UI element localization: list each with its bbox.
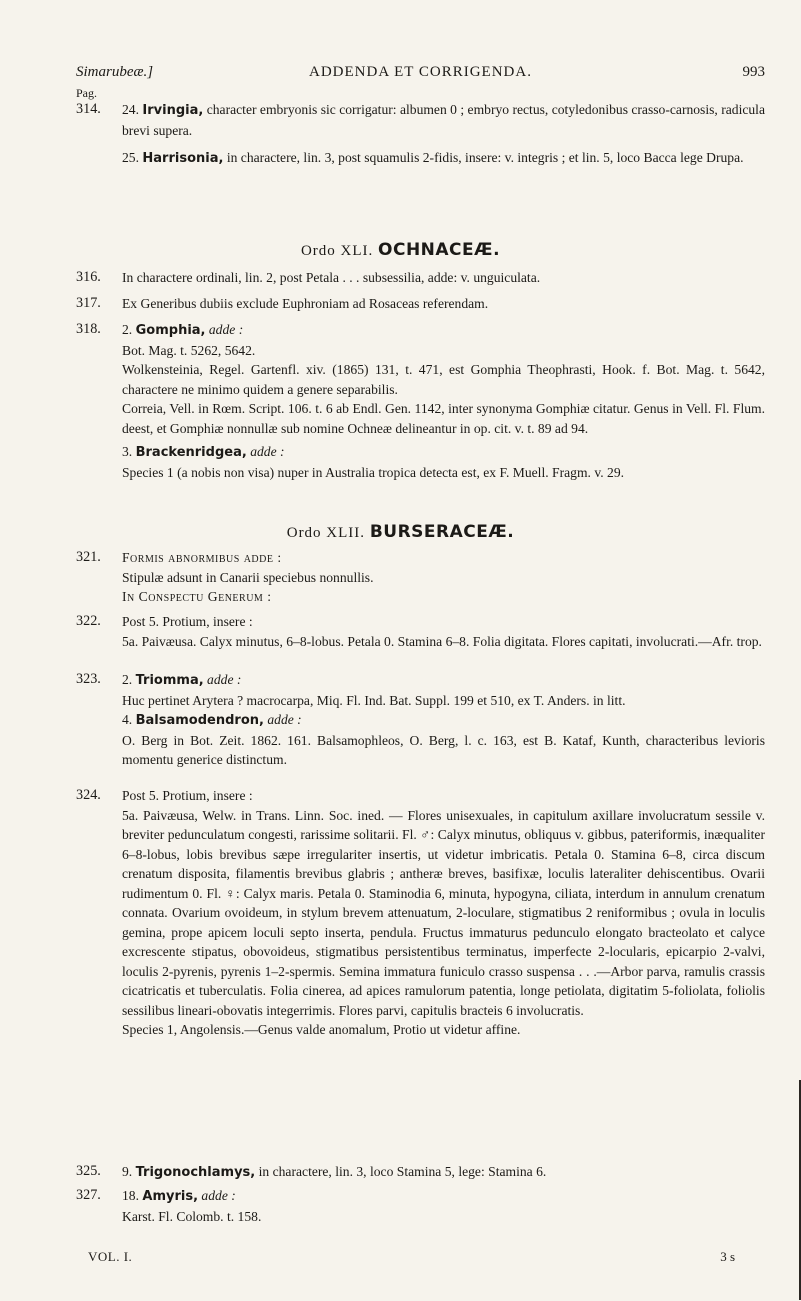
entry-number: 324. — [76, 787, 101, 803]
entry-number: 318. — [76, 321, 101, 337]
header-title: ADDENDA ET CORRIGENDA. — [309, 64, 532, 80]
entry-title: Formis abnormibus adde : — [122, 550, 282, 565]
entry-text: Stipulæ adsunt in Canarii speciebus nonnullis. — [122, 569, 374, 585]
volume-label: VOL. I. — [88, 1249, 133, 1264]
item-number: 9. — [122, 1164, 133, 1179]
entry-text: in charactere, lin. 3, post squamulis 2-fidis, insere: v. integris ; et lin. 5, loco Bacca lege Drupa. — [223, 150, 744, 165]
genus-name: Irvingia, — [142, 103, 204, 118]
entry-322 — [76, 612, 765, 651]
entry-text: In charactere ordinali, lin. 2, post Petala . . . subsessilia, adde: v. unguiculata. — [122, 270, 541, 285]
note-correia: Correia, Vell. in Rœm. Script. 106. t. 6 ab Endl. Gen. 1142, inter synonyma Gomphiæ citatur. Genus in Vell. Fl. Flum. deest, et Gomphiæ nonnullæ sub nomine Ochneæ delineantur in op. cit. v. t. 89 ad 94. — [122, 401, 765, 436]
entry-325 — [76, 1162, 765, 1183]
item-number: 4. — [122, 712, 133, 727]
entry-text: character embryonis sic corrigatur: albumen 0 ; embryo rectus, cotyledonibus crasso-carnosis, radicula brevi supera. — [122, 102, 765, 138]
order-name: OCHNACEÆ. — [378, 240, 501, 260]
signature-mark: 3 s — [720, 1249, 735, 1264]
order-heading-41 — [0, 240, 801, 260]
entry-number: 314. — [76, 101, 101, 117]
entry-text: 5a. Paivæusa. Calyx minutus, 6–8-lobus. Petala 0. Stamina 6–8. Folia digitata. Flores capitati, involucrati.—Afr. trop. — [122, 633, 762, 649]
entry-text: Species 1, Angolensis.—Genus valde anomalum, Protio ut videtur affine. — [122, 1022, 521, 1037]
item-number: 3. — [122, 444, 133, 459]
entry-324 — [76, 786, 765, 1040]
entry-323 — [76, 670, 765, 770]
running-header — [76, 64, 765, 84]
adde-label: adde : — [246, 444, 285, 459]
entry-316 — [76, 268, 765, 288]
genus-description: 5a. Paivæusa, Welw. in Trans. Linn. Soc. ined. — Flores unisexuales, in capitulum axillare involucratum sessile v. breviter pedunculatum congesti, rarissime solitarii. Fl. ♂: Calyx minutus, obliquus v. gibbus, pateriformis, inæqualiter 6–8-lobus, lobis brevibus sæpe irregulariter insertis, ut videtur imbricatis. Petala 0. Stamina 6–8, circa discum crenatum disposita, filamentis brevibus glabris ; antheræ breves, basifixæ, loculis lateraliter dehiscentibus. Ovarii rudimentum 0. Fl. ♀: Calyx maris. Petala 0. Staminodia 6, minuta, hypogyna, ciliata, interdum in annulum crenatum connata. Ovarium ovoideum, in stylum brevem attenuatum, 2-loculare, stigmatibus 2 reniformibus ; ovula in loculis gemina, prope apicem loculi septo inserta, pendula. Fructus immaturus pedunculo elongato bracteolato et calyce excrescente stipatus, obovoideus, stigmatibus persistentibus terminatus, imperfecte 2-locularis, epicarpio 2-valvi, loculis 2-pyrenis, pyrenis 1–2-spermis. Semina immatura funiculo crasso suspensa . . .—Arbor parva, ramulis crassis cicatricatis et tuberculatis. Folia cinerea, ad apices ramulorum patentia, longe petiolata, digitatim 5-foliolata, foliolis sessilibus lineari-obovatis integerrimis. Flores parvi, capitulis bracteis 6 involucratis. — [122, 807, 765, 1018]
item-number: 24. — [122, 102, 139, 117]
item-number: 2. — [122, 322, 133, 337]
entry-number: 322. — [76, 613, 101, 629]
reference: Bot. Mag. t. 5262, 5642. — [122, 342, 256, 358]
adde-label: adde : — [203, 672, 242, 687]
entry-number: 317. — [76, 295, 101, 311]
entry-number: 325. — [76, 1163, 101, 1179]
genus-name: Triomma, — [135, 673, 204, 688]
order-heading-42 — [0, 522, 801, 542]
header-left: Simarubeæ.] — [76, 64, 154, 80]
entry-321 — [76, 548, 765, 607]
pag-label: Pag. — [76, 86, 97, 100]
entry-text: in charactere, lin. 3, loco Stamina 5, lege: Stamina 6. — [255, 1164, 547, 1179]
entry-text: Huc pertinet Arytera ? macrocarpa, Miq. Fl. Ind. Bat. Suppl. 199 et 510, ex T. Anders. in litt. — [122, 692, 626, 708]
note-brackenridgea: Species 1 (a nobis non visa) nuper in Australia tropica detecta est, ex F. Muell. Fragm. v. 29. — [122, 464, 625, 480]
entry-318 — [76, 320, 765, 482]
entry-text: Ex Generibus dubiis exclude Euphroniam ad Rosaceas referendam. — [122, 296, 489, 311]
item-number: 18. — [122, 1188, 139, 1203]
subheading: In Conspectu Generum : — [122, 589, 272, 604]
genus-name: Gomphia, — [135, 323, 206, 338]
entry-327 — [76, 1186, 765, 1226]
order-name: BURSERACEÆ. — [369, 522, 515, 542]
item-number: 2. — [122, 672, 133, 687]
entry-314 — [76, 100, 765, 169]
order-label: Ordo XLII. — [286, 525, 366, 541]
entry-number: 321. — [76, 549, 101, 565]
entry-number: 323. — [76, 671, 101, 687]
entry-number: 327. — [76, 1187, 101, 1203]
adde-label: adde : — [263, 712, 302, 727]
genus-name: Trigonochlamys, — [135, 1165, 256, 1180]
entry-317 — [76, 294, 765, 314]
order-label: Ordo XLI. — [300, 243, 374, 259]
item-number: 25. — [122, 150, 139, 165]
adde-label: adde : — [198, 1188, 236, 1203]
entry-title: Post 5. Protium, insere : — [122, 788, 253, 803]
genus-name: Amyris, — [142, 1189, 199, 1204]
reference: Karst. Fl. Colomb. t. 158. — [122, 1208, 262, 1224]
entry-text: O. Berg in Bot. Zeit. 1862. 161. Balsamophleos, O. Berg, l. c. 163, est B. Kataf, Kunth, characteribus levioris momentu generice distinctum. — [122, 732, 765, 767]
adde-label: adde : — [205, 322, 244, 337]
note-wolkensteinia: Wolkensteinia, Regel. Gartenfl. xiv. (1865) 131, t. 471, est Gomphia Theophrasti, Hook. f. Bot. Mag. t. 5642, charactere ne minimo quidem a genere separabilis. — [122, 362, 765, 397]
genus-name: Brackenridgea, — [135, 445, 247, 460]
genus-name: Balsamodendron, — [135, 713, 264, 728]
page-number: 993 — [742, 64, 765, 80]
entry-title: Post 5. Protium, insere : — [122, 614, 253, 629]
entry-number: 316. — [76, 269, 101, 285]
genus-name: Harrisonia, — [142, 151, 224, 166]
